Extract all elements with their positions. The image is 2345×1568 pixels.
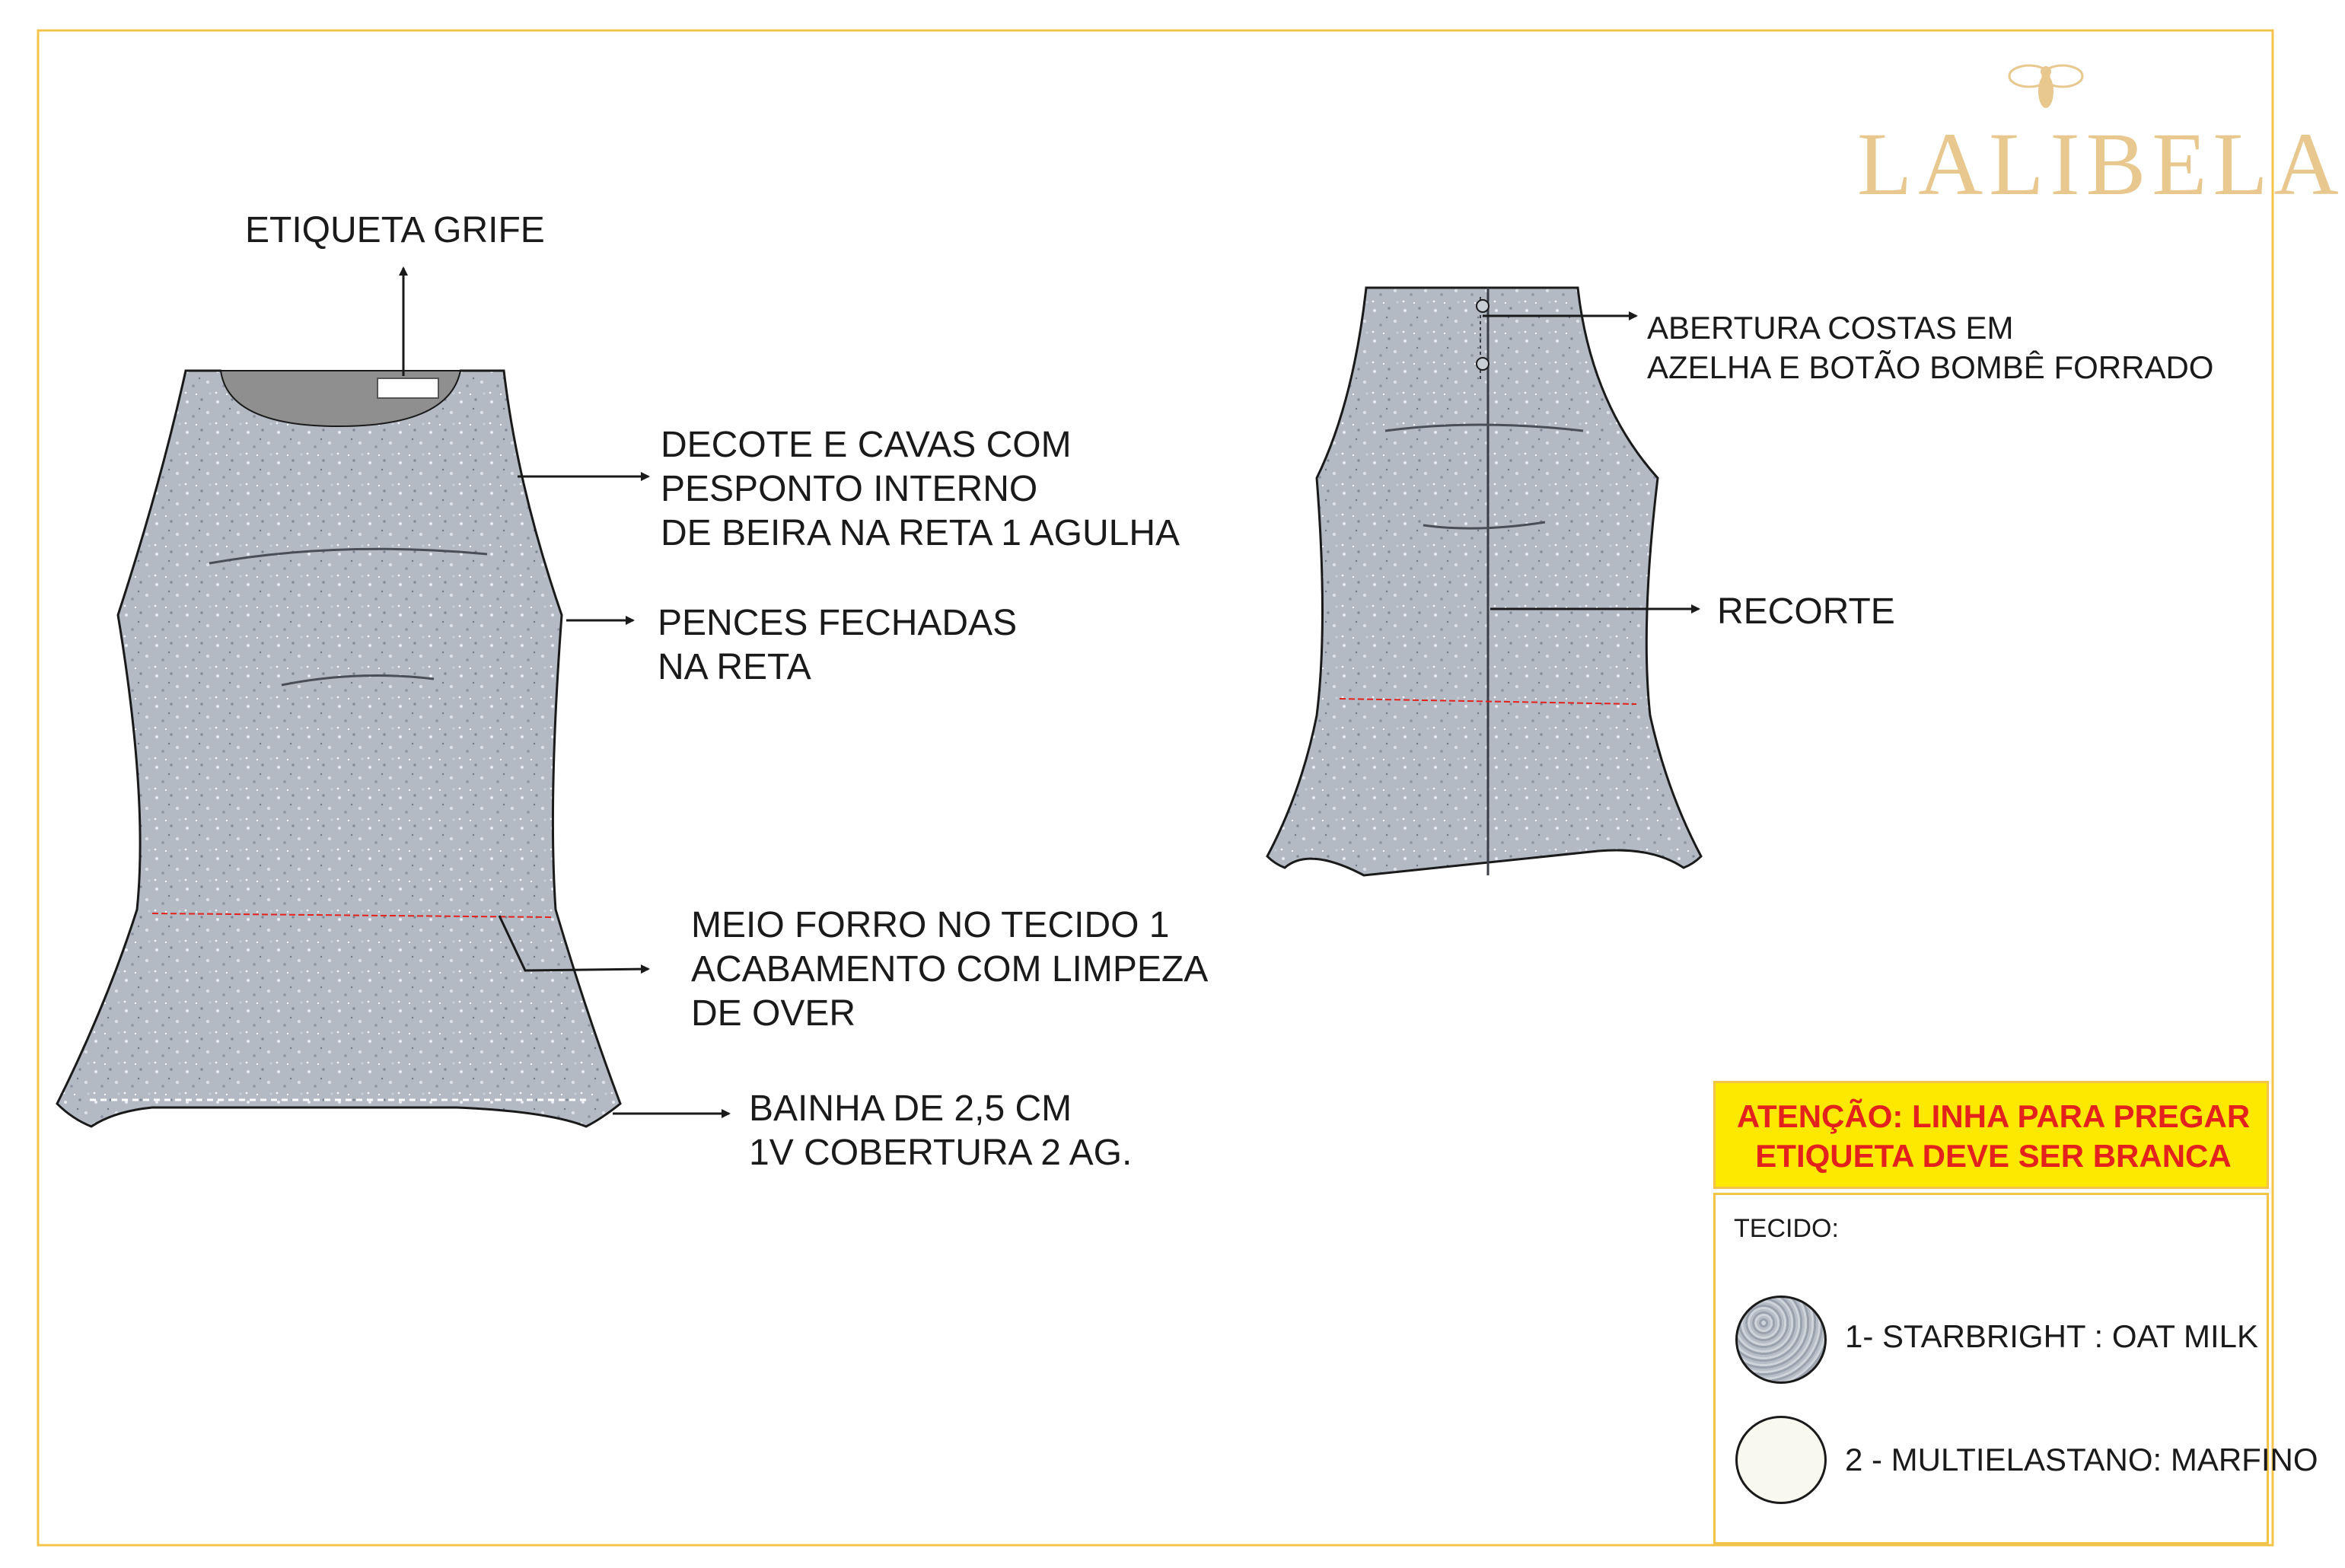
back-body [1267,288,1701,875]
fabric-legend [1713,1193,2318,1544]
front-body [57,371,620,1127]
warning-text: ATENÇÃO: LINHA PARA PREGAR ETIQUETA DEVE SER BRANCA [1736,1098,2251,1174]
label-recorte: RECORTE [1717,591,1895,632]
warning-box [1713,1081,2269,1189]
brand-label [378,378,438,398]
back-button-1 [1477,300,1489,312]
brand-wordmark: LALIBELA [1857,114,2345,214]
swatch-fabric-2 [1735,1416,1827,1504]
back-garment [1267,288,1701,875]
label-decote: DECOTE E CAVAS COM PESPONTO INTERNO DE BEIRA NA RETA 1 AGULHA [661,425,1180,553]
label-pences: PENCES FECHADAS NA RETA [658,603,1018,687]
legend-item-1: 1- STARBRIGHT : OAT MILK [1845,1318,2258,1354]
label-abertura: ABERTURA COSTAS EM AZELHA E BOTÃO BOMBÊ FORRADO [1647,310,2214,385]
bee-icon [2009,65,2082,108]
swatch-fabric-1 [1735,1296,1827,1384]
label-bainha: BAINHA DE 2,5 CM 1V COBERTURA 2 AG. [749,1088,1133,1173]
legend-title: TECIDO: [1734,1214,1839,1243]
label-etiqueta-grife: ETIQUETA GRIFE [245,210,545,250]
legend-item-2: 2 - MULTIELASTANO: MARFINO [1845,1442,2318,1477]
label-meio-forro: MEIO FORRO NO TECIDO 1 ACABAMENTO COM LIMPEZA DE OVER [691,905,1209,1034]
front-garment [57,371,620,1127]
back-button-2 [1477,358,1489,370]
